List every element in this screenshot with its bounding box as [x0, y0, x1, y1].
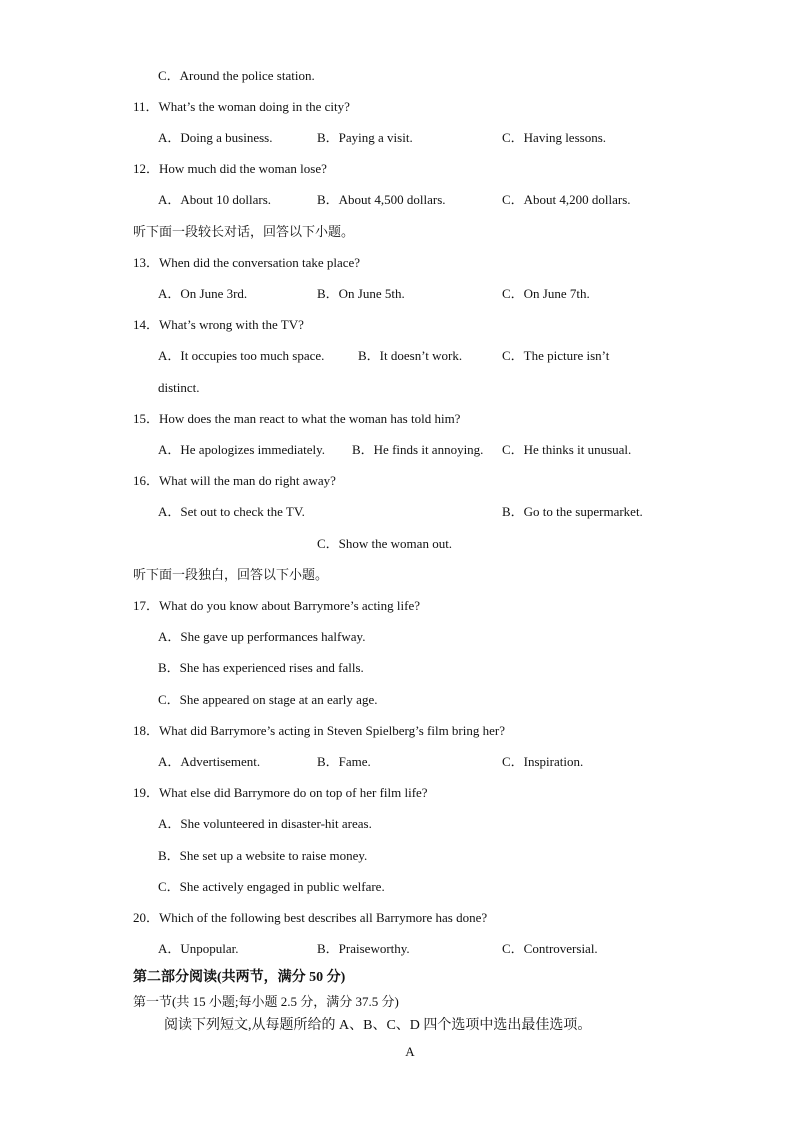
option-q17-a: A．She gave up performances halfway.: [158, 629, 366, 644]
option-q13-c: C．On June 7th.: [502, 286, 590, 301]
option-q15-a: A．He apologizes immediately.: [158, 442, 326, 457]
option-q14-b: B．It doesn’t work.: [358, 348, 463, 363]
option-q19-b: B．She set up a website to raise money.: [158, 848, 368, 863]
option-q16-c: C．Show the woman out.: [317, 536, 453, 551]
option-q14-c: C．The picture isn’t: [502, 348, 610, 363]
option-q20-c: C．Controversial.: [502, 941, 598, 956]
question-17: 17．What do you know about Barrymore’s acting life?: [133, 598, 421, 613]
option-q17-b: B．She has experienced rises and falls.: [158, 660, 364, 675]
question-18: 18．What did Barrymore’s acting in Steven Spielberg’s film bring her?: [133, 723, 505, 738]
option-q20-b: B．Praiseworthy.: [317, 941, 410, 956]
option-q18-c: C．Inspiration.: [502, 754, 584, 769]
option-q14-c-continued: distinct.: [158, 380, 200, 395]
question-13: 13．When did the conversation take place?: [133, 255, 361, 270]
option-q19-a: A．She volunteered in disaster-hit areas.: [158, 816, 372, 831]
option-q14-a: A．It occupies too much space.: [158, 348, 325, 363]
option-q17-c: C．She appeared on stage at an early age.: [158, 692, 378, 707]
intro-monologue: 听下面一段独白，回答以下小题。: [133, 567, 329, 582]
option-q18-b: B．Fame.: [317, 754, 371, 769]
option-q11-b: B．Paying a visit.: [317, 130, 413, 145]
option-q13-a: A．On June 3rd.: [158, 286, 248, 301]
option-q16-a: A．Set out to check the TV.: [158, 504, 305, 519]
question-16: 16．What will the man do right away?: [133, 473, 336, 488]
question-14: 14．What’s wrong with the TV?: [133, 317, 304, 332]
option-q13-b: B．On June 5th.: [317, 286, 405, 301]
option-q18-a: A．Advertisement.: [158, 754, 261, 769]
option-q11-c: C．Having lessons.: [502, 130, 607, 145]
option-q12-c: C．About 4,200 dollars.: [502, 192, 631, 207]
question-19: 19．What else did Barrymore do on top of her film life?: [133, 785, 428, 800]
option-q12-a: A．About 10 dollars.: [158, 192, 272, 207]
option-q10-c: C．Around the police station.: [158, 68, 315, 83]
option-q15-c: C．He thinks it unusual.: [502, 442, 632, 457]
question-20: 20．Which of the following best describes all Barrymore has done?: [133, 910, 488, 925]
question-12: 12．How much did the woman lose?: [133, 161, 327, 176]
part-two-heading: 第二部分阅读(共两节，满分 50 分): [133, 970, 346, 985]
question-15: 15．How does the man react to what the woman has told him?: [133, 411, 461, 426]
option-q11-a: A．Doing a business.: [158, 130, 273, 145]
question-11: 11．What’s the woman doing in the city?: [133, 99, 350, 114]
reading-instruction: 阅读下列短文,从每题所给的 A、B、C、D 四个选项中选出最佳选项。: [164, 1018, 592, 1033]
option-q19-c: C．She actively engaged in public welfare.: [158, 879, 385, 894]
option-q20-a: A．Unpopular.: [158, 941, 239, 956]
option-q12-b: B．About 4,500 dollars.: [317, 192, 446, 207]
section-one-heading: 第一节(共 15 小题;每小题 2.5 分，满分 37.5 分): [133, 994, 399, 1009]
option-q15-b: B．He finds it annoying.: [352, 442, 484, 457]
intro-long-dialogue: 听下面一段较长对话，回答以下小题。: [133, 224, 355, 239]
option-q16-b: B．Go to the supermarket.: [502, 504, 643, 519]
passage-label: A: [405, 1044, 415, 1059]
